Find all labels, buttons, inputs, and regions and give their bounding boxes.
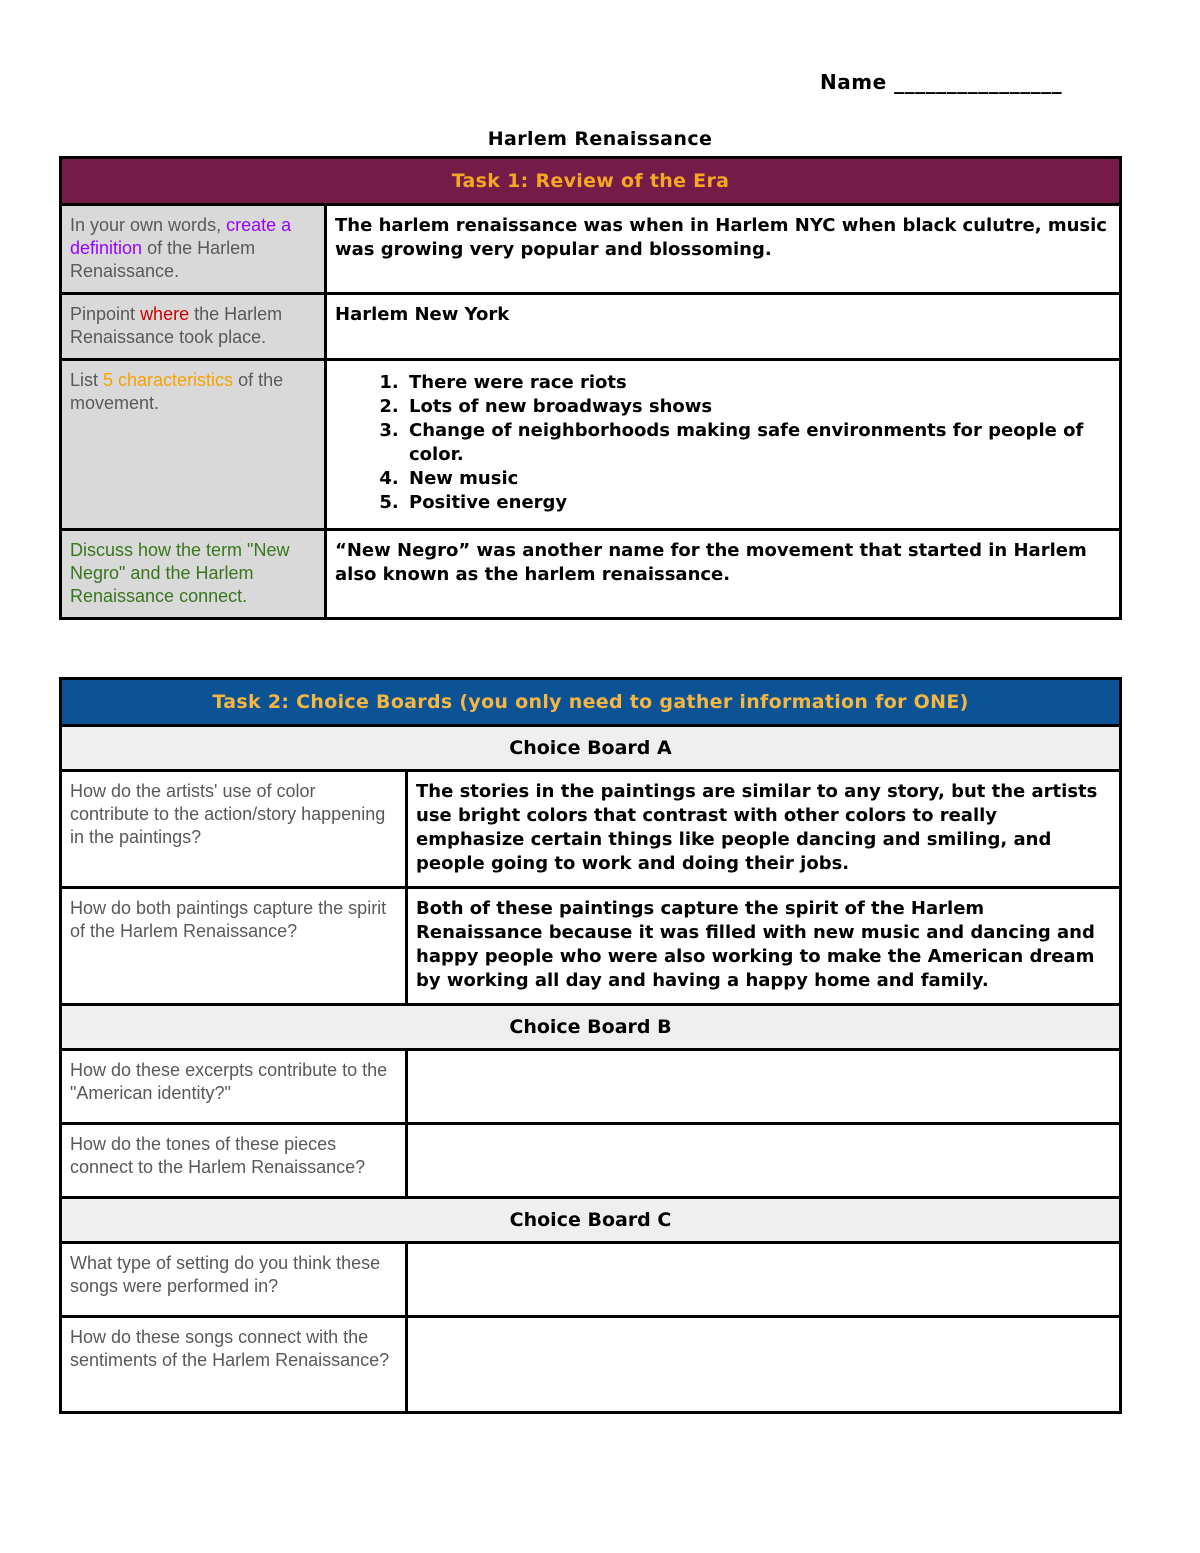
- task1-table: [59, 156, 1122, 620]
- board-c-answer-2[interactable]: [407, 1317, 1121, 1413]
- choice-board-a-row: [61, 726, 1121, 771]
- task2-header-row: [61, 679, 1121, 726]
- prompt-highlight: 5 characteristics: [103, 370, 234, 390]
- definition-answer[interactable]: The harlem renaissance was when in Harlem NYC when black culutre, music was growing very popular and blossoming.: [326, 205, 1121, 294]
- board-b-question-2: How do the tones of these pieces connect to the Harlem Renaissance?: [61, 1124, 407, 1198]
- characteristics-prompt: [61, 360, 326, 530]
- board-c-row-2: [61, 1317, 1121, 1413]
- board-b-question-1: How do these excerpts contribute to the "American identity?": [61, 1050, 407, 1124]
- task1-heading: Task 1: Review of the Era: [61, 158, 1121, 205]
- prompt-text: the Harlem Renaissance took place.: [70, 304, 283, 347]
- choice-board-c-row: [61, 1198, 1121, 1243]
- name-field-label: Name ________________: [820, 70, 1063, 94]
- task1-row-location: [61, 294, 1121, 360]
- prompt-text: Pinpoint: [70, 304, 141, 324]
- task1-row-new-negro: [61, 530, 1121, 619]
- board-a-row-2: [61, 888, 1121, 1005]
- board-c-question-1: What type of setting do you think these songs were performed in?: [61, 1243, 407, 1317]
- board-c-answer-1[interactable]: [407, 1243, 1121, 1317]
- prompt-text: of the Harlem Renaissance.: [70, 238, 256, 281]
- list-item: 2. Lots of new broadways shows: [405, 395, 1111, 419]
- task1-row-definition: [61, 205, 1121, 294]
- choice-board-b-title: Choice Board B: [61, 1005, 1121, 1050]
- definition-prompt: [61, 205, 326, 294]
- board-c-row-1: [61, 1243, 1121, 1317]
- board-a-question-2: How do both paintings capture the spirit of the Harlem Renaissance?: [61, 888, 407, 1005]
- prompt-highlight: create a definition: [70, 215, 292, 258]
- prompt-text: In your own words,: [70, 215, 227, 235]
- new-negro-answer[interactable]: “New Negro” was another name for the movement that started in Harlem also known as the harlem renaissance.: [326, 530, 1121, 619]
- document-title: Harlem Renaissance: [487, 128, 713, 150]
- board-b-row-1: [61, 1050, 1121, 1124]
- prompt-text: List: [70, 370, 104, 390]
- choice-board-a-title: Choice Board A: [61, 726, 1121, 771]
- choice-board-c-title: Choice Board C: [61, 1198, 1121, 1243]
- board-a-answer-1[interactable]: The stories in the paintings are similar to any story, but the artists use bright colors that contrast with other colors to really emphasize certain things like people dancing and smiling, and people going to work and doing their jobs.: [407, 771, 1121, 888]
- task2-table: [59, 677, 1122, 1414]
- characteristics-list: [335, 371, 1111, 515]
- board-b-answer-2[interactable]: [407, 1124, 1121, 1198]
- task1-row-characteristics: [61, 360, 1121, 530]
- board-b-row-2: [61, 1124, 1121, 1198]
- task2-heading: Task 2: Choice Boards (you only need to gather information for ONE): [61, 679, 1121, 726]
- list-item: 3. Change of neighborhoods making safe environments for people of color.: [405, 419, 1111, 467]
- board-a-row-1: [61, 771, 1121, 888]
- choice-board-b-row: [61, 1005, 1121, 1050]
- location-prompt: [61, 294, 326, 360]
- board-a-answer-2[interactable]: Both of these paintings capture the spirit of the Harlem Renaissance because it was filled with new music and dancing and happy people who were also working to make the American dream by working all day and having a happy home and family.: [407, 888, 1121, 1005]
- task1-header-row: [61, 158, 1121, 205]
- characteristics-answer[interactable]: [326, 360, 1121, 530]
- prompt-text: of the movement.: [70, 370, 284, 413]
- location-answer[interactable]: Harlem New York: [326, 294, 1121, 360]
- board-b-answer-1[interactable]: [407, 1050, 1121, 1124]
- board-c-question-2: How do these songs connect with the sentiments of the Harlem Renaissance?: [61, 1317, 407, 1413]
- list-item: 1. There were race riots: [405, 371, 1111, 395]
- new-negro-prompt: Discuss how the term "New Negro" and the Harlem Renaissance connect.: [61, 530, 326, 619]
- prompt-highlight: where: [140, 304, 190, 324]
- list-item: 5. Positive energy: [405, 491, 1111, 515]
- list-item: 4. New music: [405, 467, 1111, 491]
- board-a-question-1: How do the artists' use of color contribute to the action/story happening in the paintings?: [61, 771, 407, 888]
